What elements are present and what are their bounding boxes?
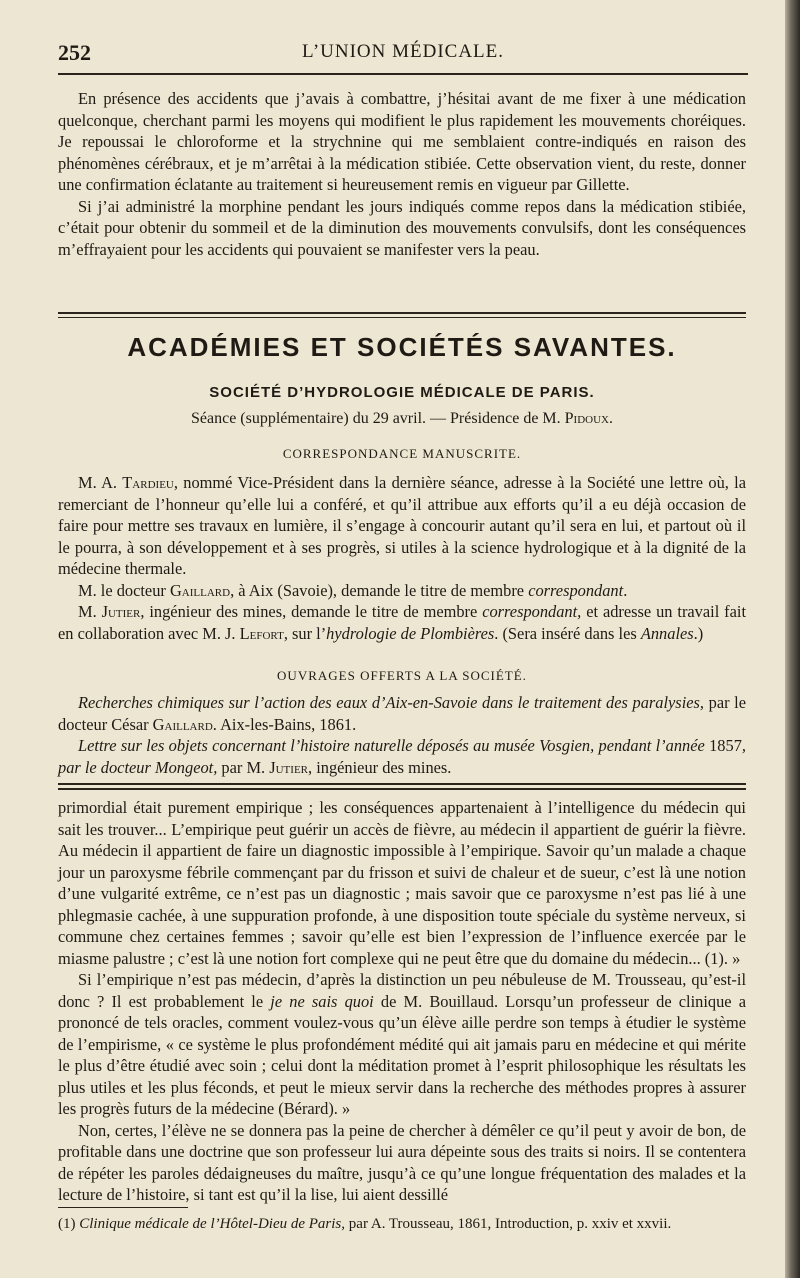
correspondence-text [58,472,746,644]
opening-text [58,88,746,260]
paragraph: Non, certes, l’élève ne se donnera pas la peine de chercher à démêler ce qu’il peut y avoir de bon, de profitable dans une doctrine que son professeur lui aura dépeinte sous des traits si noirs. Il se contentera de répéter les paroles dédaigneuses du maître, jusqu’à ce qu’une longue fréquentation des malades et la lecture de l’histoire, si tant est qu’il la lise, lui aient dessillé [58,1120,746,1204]
page-edge-shadow [785,0,800,1278]
header-rule [58,73,748,75]
session-line: Séance (supplémentaire) du 29 avril. — Présidence de M. Pidoux. [191,410,613,427]
section-rule [58,788,746,790]
paragraph: M. le docteur Gaillard, à Aix (Savoie), demande le titre de membre correspondant. [78,580,628,600]
paragraph: M. A. Tardieu, nommé Vice-Président dans la dernière séance, adresse à la Société une lettre où, la remerciant de l’honneur qu’elle lui a conféré, et qu’il attribue aux efforts qu’il a eu déjà occasion de faire pour mettre ses travaux en lumière, il s’engage à concourir autant qu’il sera en lui, et partout où il le pourra, à son développement et à ses progrès, si utiles à la science hydrologique et à la dignité de la médecine thermale. [58,473,746,578]
section-rule [58,783,746,785]
footnote: (1) Clinique médicale de l’Hôtel-Dieu de Paris, par A. Trousseau, 1861, Introduction, p. xxiv et xxvii. [58,1216,672,1232]
paragraph: M. Jutier, ingénieur des mines, demande le titre de membre correspondant, et adresse un travail fait en collaboration avec M. J. Lefort, sur l’hydrologie de Plombières. (Sera inséré dans les Annales.) [58,602,746,643]
paragraph: primordial était purement empirique ; les conséquences appartenaient à l’intelligence du médecin qui sait les trouver... L’empirique peut guérir un accès de fièvre, au médecin il appartient de guérir la fièvre. Au médecin il appartient de faire un diagnostic impossible à l’empirique. Savoir qu’un malade a chaque jour un paroxysme fébrile commençant par du frisson et suivi de chaleur et de sueur, c’est là une notion d’une vulgarité extrême, ce n’est pas un diagnostic ; mais savoir que ce paroxysme n’est pas lié à une phlegmasie cachée, à une suppuration profonde, à une disposition toute spéciale du système nerveux, si commune chez certaines femmes ; savoir qu’elle est bien l’expression de l’influence exercée par le miasme palustre ; c’est là une notion fort complexe qui ne peut être que du domaine du médecin... (1). » [58,798,746,968]
journal-title: L’UNION MÉDICALE. [301,41,505,62]
paragraph: Si l’empirique n’est pas médecin, d’après la distinction un peu nébuleuse de M. Trousseau, qu’est-il donc ? Il est probablement le je ne sais quoi de M. Bouillaud. Lorsqu’un professeur de clinique a prononcé de tels oracles, comment voulez-vous qu’un élève aille perdre son temps à étudier le système de l’empirisme, « ce système le plus profondément médité qui ait jamais paru en médecine et qui mérite le plus d’être étudié avec soin ; celui dont la méditation promet à l’esprit philosophique les résultats les plus utiles et les plus féconds, et peut le mieux servir dans la recherche des méthodes propres à assurer les progrès futurs de la médecine (Bérard). » [58,970,746,1118]
subheading-correspondence: CORRESPONDANCE MANUSCRITE. [282,446,522,461]
paragraph: En présence des accidents que j’avais à combattre, j’hésitai avant de me fixer à une médication quelconque, cherchant parmi les moyens qui modifient le plus rapidement les mouvements choréiques. Je repoussai le chloroforme et la strychnine qui me semblaient contre-indiqués en raison des phénomènes cérébraux, et je m’arrêtai à la médication stibiée. Cette observation vient, du reste, donner une confirmation éclatante au traitement si heureusement remis en vigueur par Gillette. [58,89,746,194]
footnote-rule [58,1207,188,1208]
page-number: 252 [58,40,91,65]
section-rule [58,317,746,318]
subheading-works-offered: OUVRAGES OFFERTS A LA SOCIÉTÉ. [277,668,527,683]
paragraph: Recherches chimiques sur l’action des eaux d’Aix-en-Savoie dans le traitement des paralysies, par le docteur César Gaillard. Aix-les-Bains, 1861. [58,693,746,734]
section-title: ACADÉMIES ET SOCIÉTÉS SAVANTES. [127,332,677,362]
continued-article [58,797,746,1206]
society-title: SOCIÉTÉ D’HYDROLOGIE MÉDICALE DE PARIS. [209,384,595,401]
running-header [58,40,748,70]
works-offered-text [58,692,746,778]
paragraph: Si j’ai administré la morphine pendant les jours indiqués comme repos dans la médication stibiée, c’était pour obtenir du sommeil et de la diminution des mouvements convulsifs, dont les conséquences m’effrayaient pour les accidents qui pouvaient se manifester vers la peau. [58,196,746,259]
paragraph: Lettre sur les objets concernant l’histoire naturelle déposés au musée Vosgien, pendant l’année 1857, par le docteur Mongeot, par M. Jutier, ingénieur des mines. [58,736,746,777]
section-rule [58,312,746,314]
